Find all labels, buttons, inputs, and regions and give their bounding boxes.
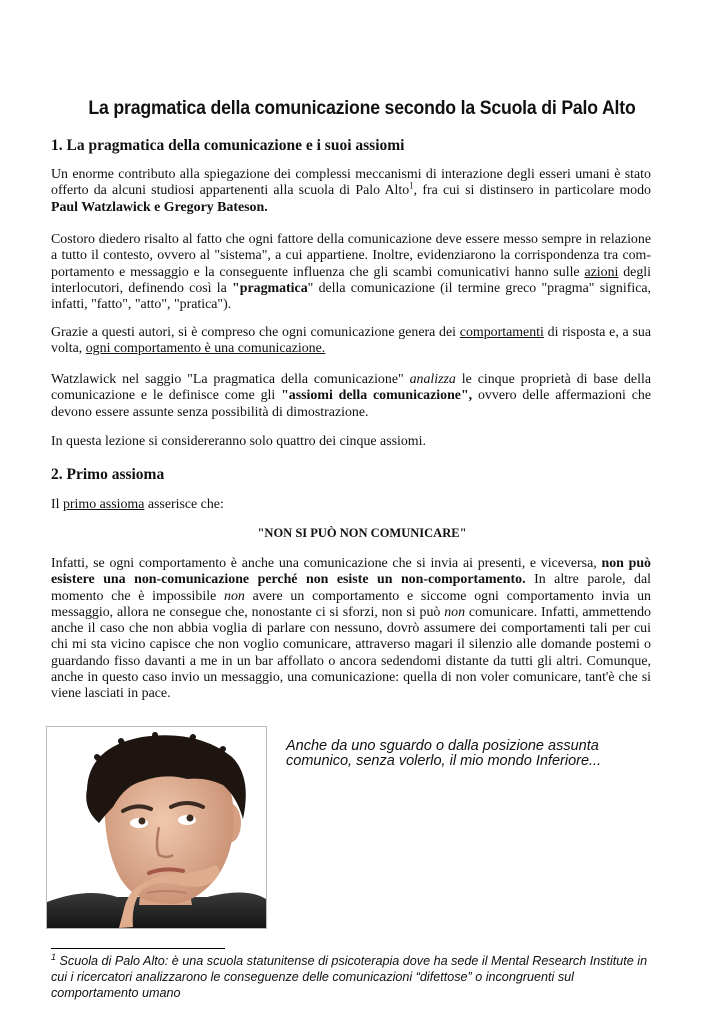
text: Il — [51, 497, 63, 512]
text: le cinque proprietà di base della comunicazione e le definisce come gli — [51, 372, 651, 404]
footnote-text: Scuola di Palo Alto: è una scuola statunitense di psicoterapia dove ha sede il Mental Research Institute in cui i ricercatori analizzarono le conseguenze delle comunicazioni “difettose” o incongruenti sul comportamento umano — [51, 954, 648, 1000]
italic-term: non — [444, 604, 466, 620]
paragraph-5: In questa lezione si considereranno solo quattro dei cinque assiomi. — [51, 434, 426, 449]
paragraph-4 — [51, 372, 651, 421]
page-title: La pragmatica della comunicazione secondo la Scuola di Palo Alto — [88, 98, 636, 119]
footnote-divider — [51, 948, 225, 949]
italic-term: non — [224, 588, 245, 604]
text: Infatti, se ogni comportamento è anche una comunicazione che si invia ai presenti, e viceversa, — [51, 556, 602, 571]
text: Costoro diedero risalto al fatto che ogni fattore della comunicazione deve essere messo sempre in relazione a tutto il contesto, ovvero al "sistema", a cui appartiene. Inoltre, evidenziarono la corrispondenza tra com-portamento e messaggio e la conseguente influenza che gli scambi comunicativi hanno sulle — [51, 232, 651, 280]
text: asserisce che: — [144, 497, 224, 512]
underlined-term: primo assioma — [62, 497, 145, 512]
paragraph-3 — [51, 325, 651, 358]
paragraph-6 — [51, 556, 651, 703]
footnote-ref[interactable]: 1 — [409, 180, 414, 191]
bold-names: Paul Watzlawick e Gregory Bateson. — [51, 199, 268, 215]
footnote-number: 1 — [51, 951, 57, 962]
underlined-term: comportamenti — [459, 325, 544, 340]
portrait-illustration — [47, 727, 266, 928]
paragraph-1 — [51, 167, 651, 216]
photo-caption: Anche da uno sguardo o dalla posizione assunta comunico, senza volerlo, il mio mondo Inferiore... — [286, 738, 602, 769]
section-heading-1: 1. La pragmatica della comunicazione e i suoi assiomi — [51, 137, 405, 154]
italic-term: analizza — [409, 372, 456, 387]
paragraph-2 — [51, 232, 651, 313]
text: Grazie a questi autori, si è compreso che ogni comunicazione genera dei — [51, 325, 460, 340]
text: comunicare. Infatti, ammettendo anche il caso che non abbia voglia di parlare con nessuno, dovrò assumere dei comportamenti tali per cui chi mi sta vicino capisce che non voglio comunicare, attraverso magari il silenzio alle domande postemi o guardando fisso davanti a me in un bar affollato o ancora sedendomi distante da tutti gli altri. Comunque, anche in questo caso invio un messaggio, una comunicazione: quella di non voler comunicare, tant'è che si viene lasciati in pace. — [51, 604, 651, 702]
footnote — [51, 953, 661, 1001]
text: Watzlawick nel saggio "La pragmatica della comunicazione" — [51, 372, 410, 387]
text: Un enorme contributo alla spiegazione dei complessi meccanismi di interazione degli esseri umani è stato offerto da alcuni studiosi appartenenti alla scuola di Palo Alto — [51, 167, 651, 199]
thinking-boy-photo — [46, 726, 267, 929]
bold-statement: non può esistere una non-comunicazione perché non esiste un non-comportamento. — [51, 556, 651, 588]
axiom-intro — [51, 497, 651, 513]
bold-term: "assiomi della comunicazione", — [281, 388, 473, 404]
text: avere un comportamento e siccome ogni comportamento invia un messaggio, allora ne consegue che, nonostante ci si sforzi, non si può — [51, 588, 651, 620]
text: di risposta e, a sua volta, — [51, 325, 651, 357]
axiom-quote: "NON SI PUÒ NON COMUNICARE" — [257, 526, 467, 540]
text: ovvero delle affermazioni che devono essere assunte senza possibilità di dimostrazione. — [51, 388, 651, 420]
underlined-phrase: ogni comportamento è una comunicazione. — [85, 341, 326, 357]
text: " della comunicazione (il termine greco "pragma" significa, infatti, "fatto", "atto", "pratica"). — [51, 280, 651, 313]
text: In altre parole, dal momento che è impossibile — [51, 572, 651, 604]
underlined-term: azioni — [584, 264, 619, 280]
text: , fra cui si distinsero in particolare modo — [413, 183, 651, 199]
text: degli interlocutori, definendo così la — [51, 264, 652, 296]
bold-term: "pragmatica — [232, 280, 308, 296]
section-heading-2: 2. Primo assioma — [51, 466, 165, 483]
